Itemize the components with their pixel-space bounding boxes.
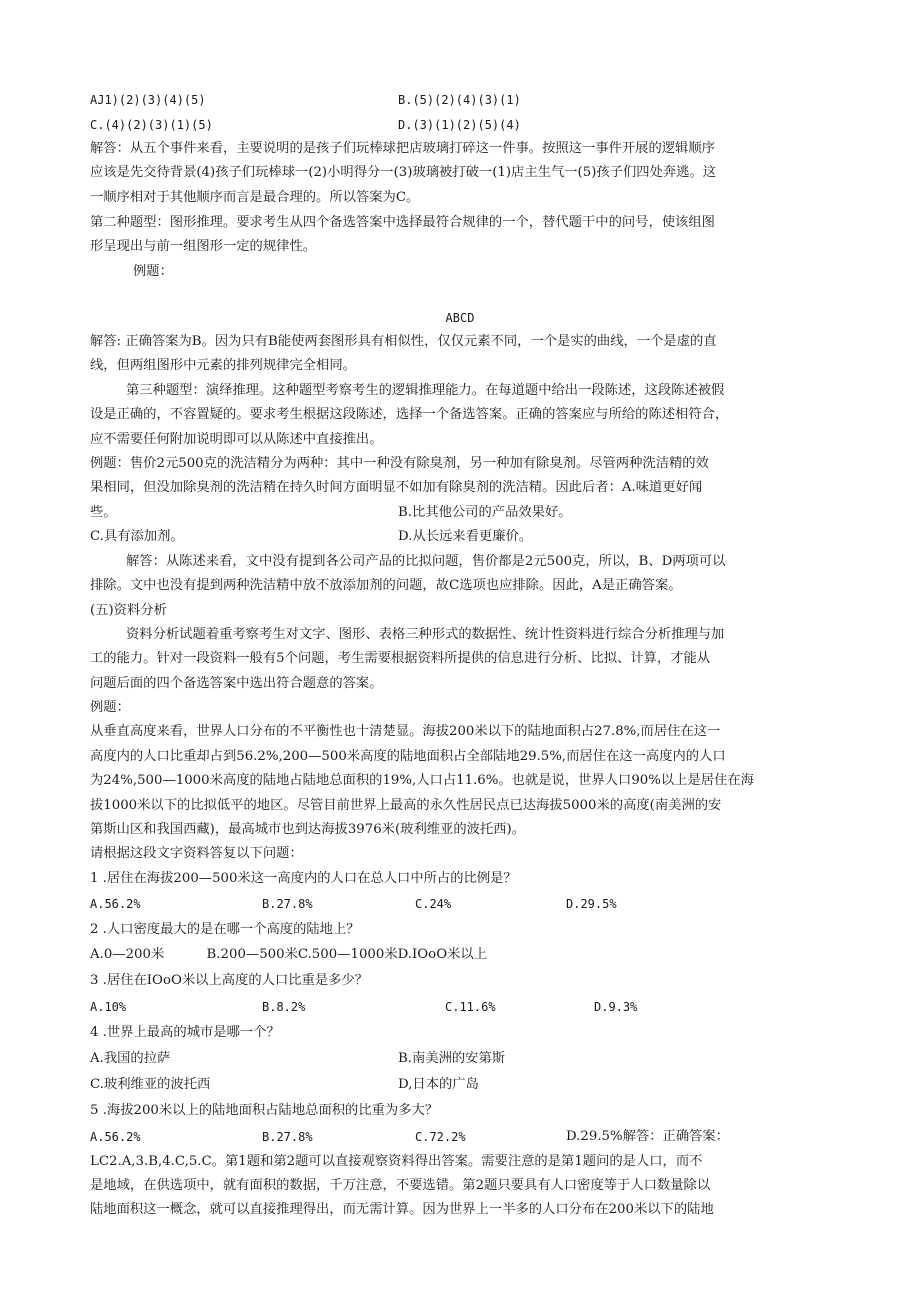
passage-line: 从垂直高度来看，世界人口分布的不平衡性也十清楚显。海拔200米以下的陆地面积占27.8%,而居住在这一 — [90, 724, 721, 739]
question-4-option-a: A.我国的拉萨 — [90, 1051, 171, 1066]
deduction-example-line: 果相同，但没加除臭剂的洗洁精在持久时间方面明显不如加有除臭剂的洗洁精。因此后者：A.味道更好闻 — [90, 480, 703, 495]
q-order-answer-line: 解答：从五个事件来看，主要说明的是孩子们玩棒球把店玻璃打碎这一件事。按照这一事件开展的逻辑顺序 — [90, 141, 715, 156]
question-3-option-d: D.9.3% — [594, 1000, 638, 1014]
q-order-answer-line: 一顺序相对于其他顺序而言是最合理的。所以答案为C。 — [90, 190, 420, 205]
q-order-answer-line: 应该是先交待背景(4)孩子们玩棒球一(2)小明得分一(3)玻璃被打破一(1)店主生气一(5)孩子们四处奔逃。这 — [90, 165, 717, 180]
question-3-option-c: C.11.6% — [445, 1000, 496, 1014]
deduction-option-b: B.比其他公司的产品效果好。 — [398, 505, 572, 520]
graphic-intro-line: 第二种题型：图形推理。要求考生从四个备选答案中选择最符合规律的一个，替代题干中的问号，使该组图 — [90, 215, 715, 230]
question-5-option-b: B.27.8% — [262, 1130, 313, 1144]
deduction-option-a-tail: 些。 — [90, 505, 117, 520]
question-4-stem: 4 .世界上最高的城市是哪一个？ — [90, 1025, 280, 1040]
q-order-option-c: C.(4)(2)(3)(1)(5) — [90, 118, 213, 132]
q-order-option-d: D.(3)(1)(2)(5)(4) — [398, 118, 521, 132]
passage-line: 高度内的人口比重却占到56.2%,200—500米高度的陆地面积占全部陆地29.5%,而居住在这一高度内的人口 — [90, 749, 726, 764]
deduction-intro-line: 设是正确的，不容置疑的。要求考生根据这段陈述，选择一个备选答案。正确的答案应与所给的陈述相符合， — [90, 407, 729, 422]
deduction-answer-line: 解答：从陈述来看，文中没有提到各公司产品的比拟问题，售价都是2元500克，所以，B、D两项可以 — [126, 554, 726, 569]
data-analysis-intro-line: 资料分析试题着重考察考生对文字、图形、表格三种形式的数据性、统计性资料进行综合分析推理与加 — [126, 627, 725, 642]
question-1-option-b: B.27.8% — [262, 897, 313, 911]
deduction-example-line: 例题：售价2元500克的洗洁精分为两种：其中一种没有除臭剂，另一种加有除臭剂。尽管两种洗洁精的效 — [90, 456, 709, 471]
question-2-stem: 2 .人口密度最大的是在哪一个高度的陆地上？ — [90, 922, 360, 937]
q-order-option-a: AJ1)(2)(3)(4)(5) — [90, 93, 206, 107]
question-1-option-a: A.56.2% — [90, 897, 141, 911]
question-5-option-a: A.56.2% — [90, 1130, 141, 1144]
question-4-option-b: B.南美洲的安第斯 — [398, 1051, 506, 1066]
q-order-option-b: B.(5)(2)(4)(3)(1) — [398, 93, 521, 107]
deduction-option-d: D.从长远来看更廉价。 — [398, 529, 533, 544]
deduction-intro-line: 第三种题型：演绎推理。这种题型考察考生的逻辑推理能力。在每道题中给出一段陈述，这段陈述被假 — [126, 383, 725, 398]
deduction-answer-line: 排除。文中也没有提到两种洗洁精中放不放添加剂的问题，故C选项也应排除。因此，A是正确答案。 — [90, 578, 682, 593]
graphic-option-labels: ABCD — [445, 311, 475, 325]
graphic-example-label: 例题： — [133, 264, 173, 279]
question-3-option-a: A.10% — [90, 1000, 127, 1014]
data-analysis-answer-line: 是地域，在供选项中，就有面积的数据，千万注意，不要选错。第2题只要具有人口密度等于人口数量除以 — [90, 1178, 711, 1193]
question-3-stem: 3 .居住在IOoO米以上高度的人口比重是多少？ — [90, 973, 369, 988]
data-analysis-intro-line: 问题后面的四个备选答案中选出符合题意的答案。 — [90, 676, 383, 691]
question-5-stem: 5 .海拔200米以上的陆地面积占陆地总面积的比重为多大？ — [90, 1103, 439, 1118]
question-2-options: A.0—200米 B.200—500米C.500—1000米D.IOoO米以上 — [90, 947, 487, 962]
question-5-option-c: C.72.2% — [415, 1130, 466, 1144]
question-1-option-c: C.24% — [415, 897, 452, 911]
graphic-intro-line: 形呈现出与前一组图形一定的规律性。 — [90, 239, 317, 254]
graphic-answer-line: 线，但两组图形中元素的排列规律完全相同。 — [90, 358, 356, 373]
passage-line: 拔1000米以下的比拟低平的地区。尽管目前世界上最高的永久性居民点已达海拔5000米的高度(南美洲的安 — [90, 798, 722, 813]
data-analysis-answer-line: LC2.A,3.B,4.C,5.C。第1题和第2题可以直接观察资料得出答案。需要注意的是第1题问的是人口，而不 — [90, 1154, 703, 1169]
deduction-option-c: C.具有添加剂。 — [90, 529, 184, 544]
data-analysis-heading: (五)资料分析 — [90, 603, 167, 618]
data-analysis-intro-line: 工的能力。针对一段资料一般有5个问题，考生需要根据资料所提供的信息进行分析、比拟、计算，才能从 — [90, 651, 711, 666]
passage-line: 第斯山区和我国西藏)，最高城市也到达海拔3976米(玻利维亚的波托西)。 — [90, 822, 526, 837]
question-1-option-d: D.29.5% — [566, 897, 617, 911]
data-analysis-example-label: 例题： — [90, 700, 130, 715]
graphic-answer-line: 解答: 正确答案为B。因为只有B能使两套图形具有相似性，仅仅元素不同，一个是实的曲线，一个是虚的直 — [90, 334, 717, 349]
passage-line: 为24%,500—1000米高度的陆地占陆地总面积的19%,人口占11.6%。也就是说，世界人口90%以上是居住在海 — [90, 773, 754, 788]
deduction-intro-line: 应不需要任何附加说明即可以从陈述中直接推出。 — [90, 432, 383, 447]
question-5-option-d: D.29.5%解答：正确答案： — [566, 1129, 730, 1144]
question-4-option-c: C.玻利维亚的波托西 — [90, 1077, 211, 1092]
question-4-option-d: D,日本的广岛 — [398, 1077, 479, 1092]
question-3-option-b: B.8.2% — [262, 1000, 306, 1014]
question-1-stem: 1 .居住在海拔200—500米这一高度内的人口在总人口中所占的比例是？ — [90, 871, 517, 886]
questions-prompt: 请根据这段文字资料答复以下问题： — [90, 846, 303, 861]
data-analysis-answer-line: 陆地面积这一概念，就可以直接推理得出，而无需计算。因为世界上一半多的人口分布在200米以下的陆地 — [90, 1202, 714, 1217]
